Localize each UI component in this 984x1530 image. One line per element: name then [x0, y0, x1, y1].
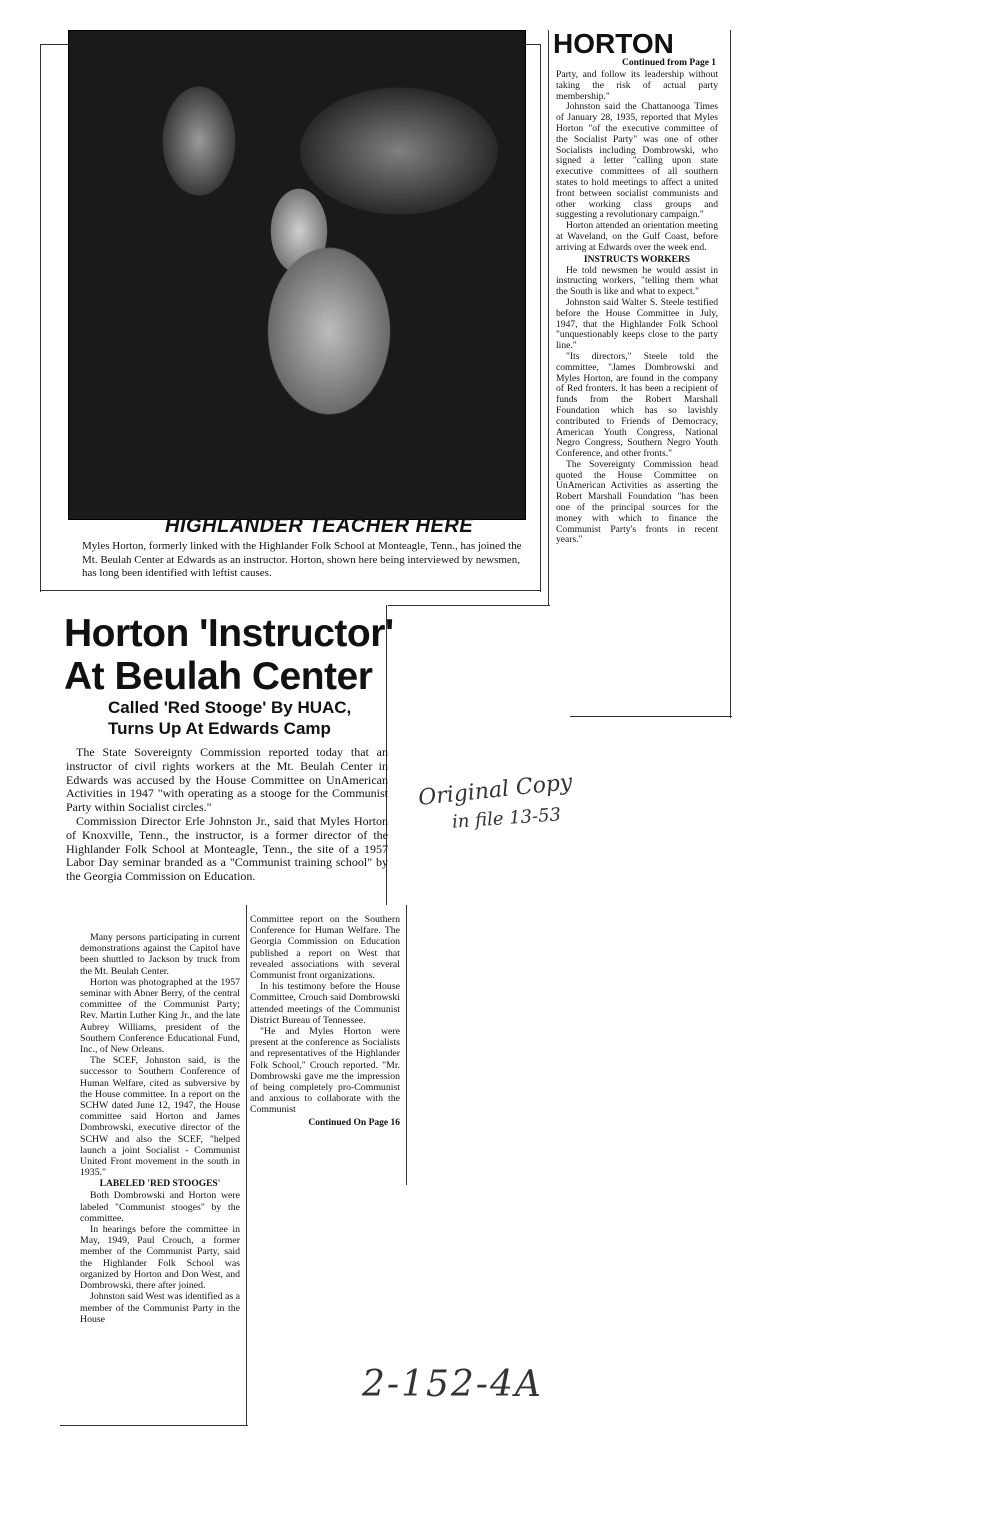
lead-paragraph: The State Sovereignty Commission reported today that an instructor of civil rights workers at the Mt. Beulah Center in Edwards was accused by the House Committee on UnAmerican Activities in 1947 "with operating as a stooge for the Communist Party within Socialist circles."	[66, 745, 388, 815]
article-border-far-right	[406, 905, 407, 1185]
headline-deck1: Called 'Red Stooge' By HUAC,	[108, 698, 352, 717]
sidebar-paragraph: The Sovereignty Commission head quoted the House Committee on UnAmerican Activities as asserting the Robert Marshall Foundation "has been one of the principal sources for the money with which to finance the Communist Party's fronts in recent years."	[556, 458, 718, 546]
column-paragraph: In hearings before the committee in May, 1949, Paul Crouch, a former member of the Communist Party, said the Highlander Folk School was organized by Horton and Don West, and Dombrowski, there after joined.	[80, 1224, 240, 1292]
column-paragraph: "He and Myles Horton were present at the conference as Socialists and representatives of the Highlander Folk School," Crouch reported. "Mr. Dombrowski gave me the impression of being completely pro-Communist and anxious to collaborate with the Communist	[250, 1026, 400, 1116]
sidebar-body	[556, 70, 718, 546]
column-divider	[246, 905, 247, 1425]
sidebar-border-bottom	[570, 716, 732, 717]
sidebar-paragraph: Johnston said the Chattanooga Times of January 28, 1935, reported that Myles Horton "of the executive committee of the Socialist Party" was one of other Socialists including Dombrowski, who signed a letter "calling upon state executive committees of all southern states to hold meetings to affect a united front between socialist communists and other working class groups and suggesting a revolutionary campaign."	[556, 101, 718, 221]
sidebar-paragraph: Johnston said Walter S. Steele testified before the House Committee in July, 1947, that the Highlander Folk School "unquestionably keeps close to the party line."	[556, 296, 718, 352]
column-paragraph: The SCEF, Johnston said, is the successor to Southern Conference of Human Welfare, cited as subversive by the House committee. In a report on the SCHW dated June 12, 1947, the House committee said Horton and James Dombrowski, executive director of the SCHW and also the SCEF, "helped launch a joint Socialist - Communist United Front movement in the south in 1935."	[80, 1055, 240, 1179]
sidebar-border-mid	[388, 605, 550, 606]
column-paragraph: In his testimony before the House Committee, Crouch said Dombrowski attended meetings of the Communist District Bureau of Tennessee.	[250, 981, 400, 1026]
sidebar-paragraph: Horton attended an orientation meeting at Waveland, on the Gulf Coast, before arriving at Edwards over the week end.	[556, 220, 718, 253]
clip-border-right	[540, 44, 541, 592]
article-column-left	[80, 932, 240, 1325]
article-lead	[66, 746, 388, 884]
photo-caption-text: Myles Horton, formerly linked with the Highlander Folk School at Monteagle, Tenn., has joined the Mt. Beulah Center at Edwards as an instructor. Horton, shown here being interviewed by newsmen, has long been identified with leftist causes.	[82, 540, 522, 579]
handwritten-note-line2: in file 13-53	[451, 804, 562, 833]
sidebar-border-left	[548, 30, 549, 605]
column-paragraph: Both Dombrowski and Horton were labeled "Communist stooges" by the committee.	[80, 1190, 240, 1224]
continued-on: Continued On Page 16	[308, 1117, 400, 1128]
photo-caption-title: HIGHLANDER TEACHER HERE	[165, 515, 474, 537]
sidebar-paragraph: Party, and follow its leadership without taking the risk of actual party membership."	[556, 69, 718, 102]
sidebar-title: HORTON	[553, 28, 674, 59]
article-column-right	[250, 914, 400, 1129]
headline-deck2: Turns Up At Edwards Camp	[108, 719, 331, 738]
headline-line2: At Beulah Center	[64, 655, 373, 698]
headline-line1: Horton 'Instructor'	[64, 612, 394, 655]
sidebar-border-right	[730, 30, 731, 718]
sidebar-paragraph: "Its directors," Steele told the committee, "James Dombrowski and Myles Horton, are found in the company of Red fronters. It has been a recipient of funds from the Robert Marshall Foundation which has so lavishly contributed to Friends of Democracy, American Youth Congress, National Negro Congress, Southern Negro Youth Conference, and other fronts."	[556, 350, 718, 460]
article-border-bottom	[60, 1425, 248, 1426]
lead-paragraph: Commission Director Erle Johnston Jr., said that Myles Horton of Knoxville, Tenn., the instructor, is a former director of the Highlander Folk School at Monteagle, Tenn., the site of a 1957 Labor Day seminar branded as a "Communist training school" by the Georgia Commission on Education.	[66, 813, 388, 884]
news-photo	[68, 30, 526, 520]
clip-border-left	[40, 44, 41, 592]
sidebar-continued-from: Continued from Page 1	[622, 58, 717, 68]
column-paragraph: Many persons participating in current demonstrations against the Capitol have been shuttled to Jackson by truck from the Mt. Beulah Center.	[80, 932, 240, 977]
column-paragraph: Horton was photographed at the 1957 seminar with Abner Berry, of the central committee of the Communist Party; Rev. Martin Luther King Jr., and the late Aubrey Williams, president of the Southern Conference Educational Fund, Inc., of New Orleans.	[80, 976, 240, 1056]
column-paragraph: Committee report on the Southern Conference for Human Welfare. The Georgia Commission on Education published a report on West that revealed associations with several Communist front organizations.	[250, 914, 400, 982]
sidebar-paragraph: He told newsmen he would assist in instructing workers, "telling them what the South is like and what to expect."	[556, 264, 718, 298]
column-subhead: LABELED 'RED STOOGES'	[99, 1179, 221, 1190]
handwritten-note-line1: Original Copy	[417, 769, 574, 812]
clip-border-bottom	[40, 590, 540, 591]
sidebar-subhead: INSTRUCTS WORKERS	[583, 254, 691, 265]
handwritten-file-number: 2-152-4A	[362, 1364, 543, 1405]
column-paragraph: Johnston said West was identified as a member of the Communist Party in the House	[80, 1291, 240, 1325]
